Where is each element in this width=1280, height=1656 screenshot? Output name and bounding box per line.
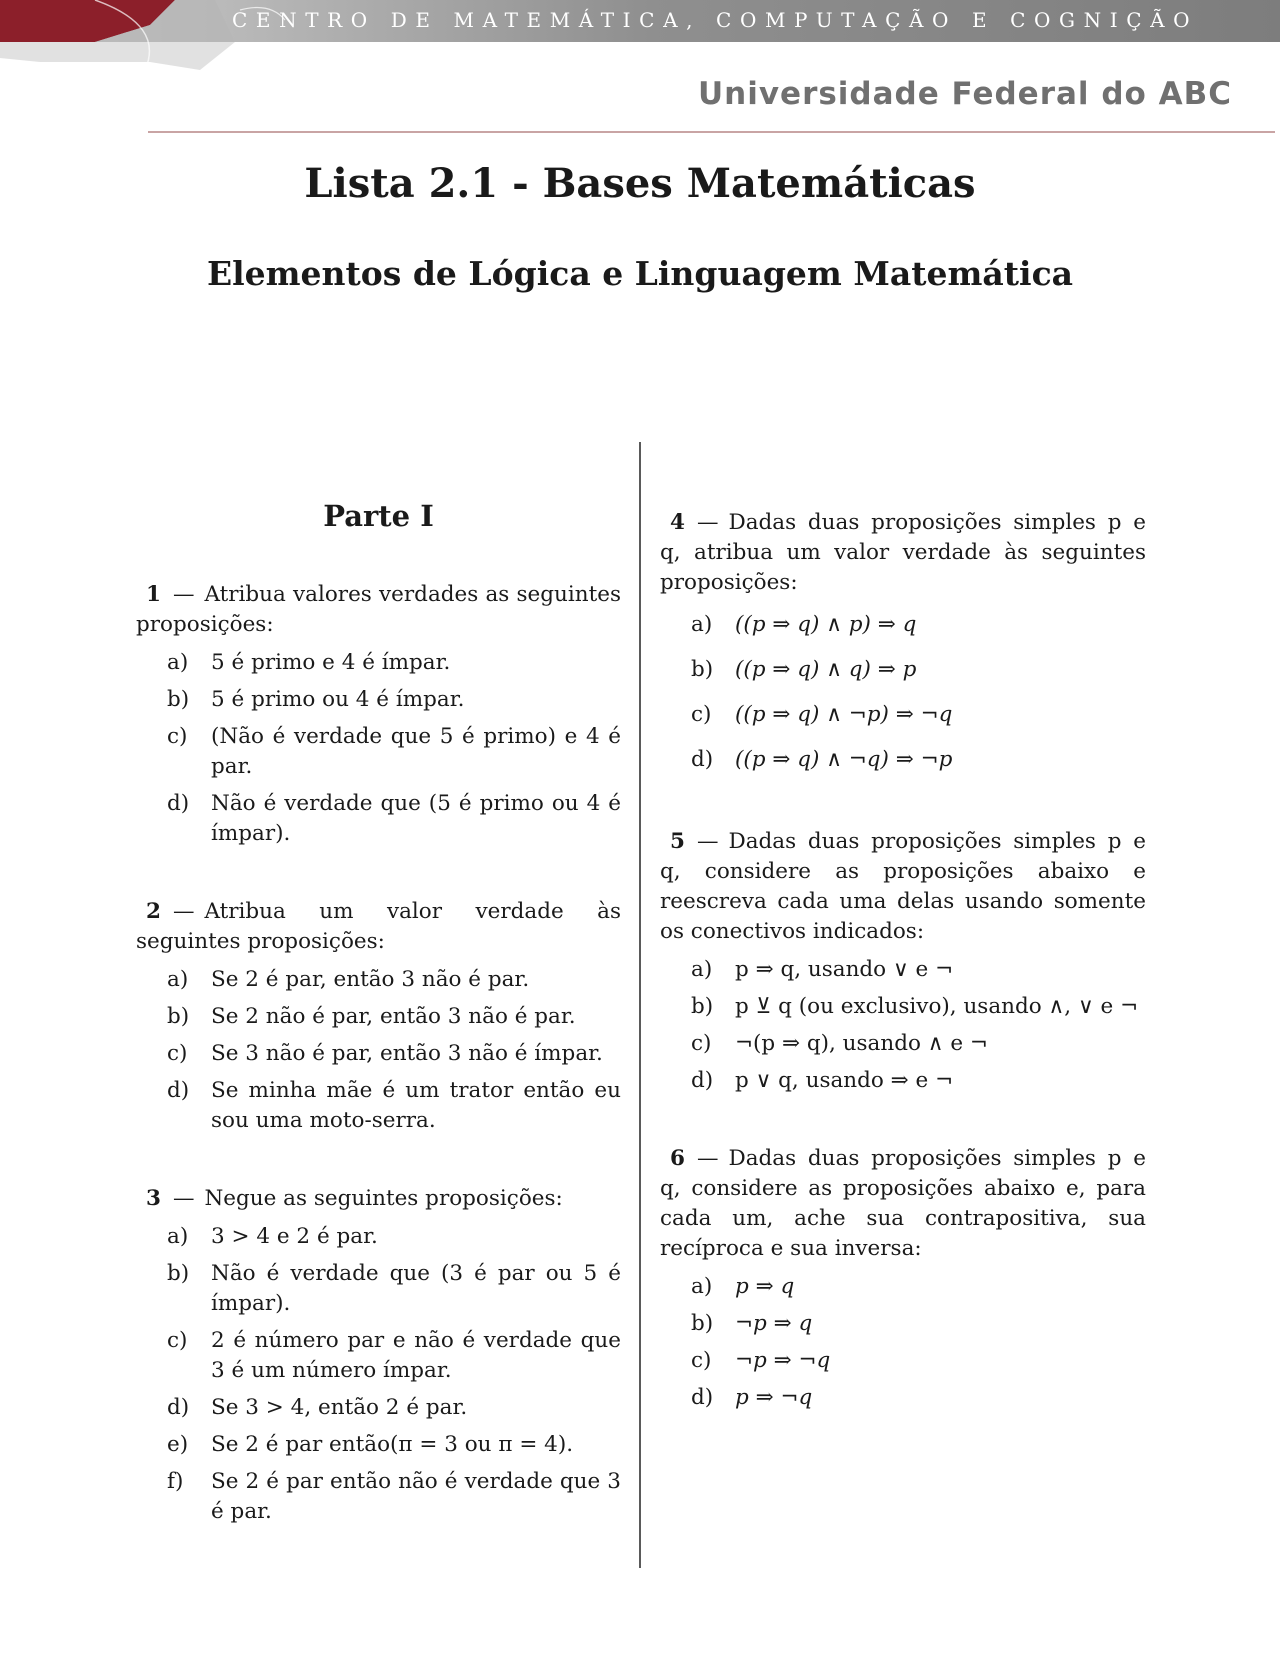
- list-item: d) p ∨ q, usando ⇒ e ¬: [691, 1068, 954, 1093]
- list-item: d) Se 3 > 4, então 2 é par.: [167, 1395, 468, 1420]
- list-item: a) 3 > 4 e 2 é par.: [167, 1224, 378, 1249]
- list-item: d) Não é verdade que (5 é primo ou 4 é ímpar).: [167, 791, 621, 846]
- list-item: b) ¬p ⇒ q: [691, 1311, 813, 1336]
- page-title: Lista 2.1 - Bases Matemáticas: [304, 160, 976, 207]
- question-number: 1: [146, 582, 161, 607]
- list-item: b) Se 2 não é par, então 3 não é par.: [167, 1004, 576, 1029]
- list-item: c) 2 é número par e não é verdade que 3 é um número ímpar.: [167, 1328, 621, 1383]
- question-number: 6: [670, 1146, 685, 1171]
- list-item: b) Não é verdade que (3 é par ou 5 é ímpar).: [167, 1261, 621, 1316]
- page-subtitle: Elementos de Lógica e Linguagem Matemática: [206, 254, 1074, 293]
- list-item: d) Se minha mãe é um trator então eu sou uma moto-serra.: [167, 1078, 621, 1133]
- question-text: Dadas duas proposições simples p e q, considere as proposições abaixo e reescreva cada uma delas usando somente os conectivos indicados:: [660, 829, 1146, 944]
- question-1: 1 — Atribua valores verdades as seguintes proposições: a) 5 é primo e 4 é ímpar. b) 5 é primo ou 4 é ímpar. c) (Não é verdade que 5 é primo) e 4 é par. d) Não é verdade que (5 é primo ou 4 é ímpar).: [136, 580, 621, 849]
- list-item: a) p ⇒ q, usando ∨ e ¬: [691, 957, 954, 982]
- question-3: 3 — Negue as seguintes proposições: a) 3 > 4 e 2 é par. b) Não é verdade que (3 é par ou 5 é ímpar). c) 2 é número par e não é verdade que 3 é um número ímpar. d) Se 3 > 4, então 2 é par. e) Se 2 é par então(π = 3 ou π = 4). f) Se 2 é par então não é verdade que 3 é par.: [136, 1184, 621, 1527]
- left-column: [136, 498, 621, 1575]
- right-column: [660, 508, 1146, 1461]
- question-text: Dadas duas proposições simples p e q, considere as proposições abaixo e, para cada um, ache sua contrapositiva, sua recíproca e sua inversa:: [660, 1146, 1146, 1261]
- list-item: b) p ⊻ q (ou exclusivo), usando ∧, ∨ e ¬: [691, 994, 1139, 1019]
- question-text: Dadas duas proposições simples p e q, atribua um valor verdade às seguintes proposições:: [660, 510, 1146, 595]
- list-item: c) ((p ⇒ q) ∧ ¬p) ⇒ ¬q: [691, 702, 953, 727]
- banner-title: CENTRO DE MATEMÁTICA, COMPUTAÇÃO E COGNIÇÃO: [232, 8, 1199, 32]
- question-number: 5: [670, 829, 685, 854]
- question-items: [136, 648, 621, 849]
- question-number: 4: [670, 510, 685, 535]
- header-divider: [148, 131, 1275, 133]
- question-items: [136, 1222, 621, 1527]
- list-item: c) ¬p ⇒ ¬q: [691, 1348, 831, 1373]
- list-item: c) Se 3 não é par, então 3 não é ímpar.: [167, 1041, 603, 1066]
- question-4: 4 — Dadas duas proposições simples p e q, atribua um valor verdade às seguintes proposições: a) ((p ⇒ q) ∧ p) ⇒ q b) ((p ⇒ q) ∧ q) ⇒ p c) ((p ⇒ q) ∧ ¬p) ⇒ ¬q d) ((p ⇒ q) ∧ ¬q) ⇒ ¬p: [660, 508, 1146, 779]
- list-item: c) ¬(p ⇒ q), usando ∧ e ¬: [691, 1031, 988, 1056]
- list-item: a) 5 é primo e 4 é ímpar.: [167, 650, 451, 675]
- question-text: Negue as seguintes proposições:: [204, 1186, 563, 1211]
- list-item: b) ((p ⇒ q) ∧ q) ⇒ p: [691, 657, 917, 682]
- list-item: a) ((p ⇒ q) ∧ p) ⇒ q: [691, 612, 917, 637]
- question-items: [660, 606, 1146, 779]
- list-item: c) (Não é verdade que 5 é primo) e 4 é par.: [167, 724, 621, 779]
- university-name: Universidade Federal do ABC: [697, 76, 1232, 112]
- question-number: 3: [146, 1186, 161, 1211]
- list-item: d) ((p ⇒ q) ∧ ¬q) ⇒ ¬p: [691, 747, 953, 772]
- list-item: d) p ⇒ ¬q: [691, 1385, 813, 1410]
- list-item: b) 5 é primo ou 4 é ímpar.: [167, 687, 465, 712]
- question-6: 6 — Dadas duas proposições simples p e q, considere as proposições abaixo e, para cada um, ache sua contrapositiva, sua recíproca e sua inversa: a) p ⇒ q b) ¬p ⇒ q c) ¬p ⇒ ¬q d) p ⇒ ¬q: [660, 1144, 1146, 1413]
- list-item: e) Se 2 é par então(π = 3 ou π = 4).: [167, 1432, 574, 1457]
- list-item: a) p ⇒ q: [691, 1274, 795, 1299]
- question-items: [660, 955, 1146, 1096]
- part-heading: Parte I: [323, 499, 434, 533]
- column-divider: [639, 442, 641, 1568]
- question-2: 2 — Atribua um valor verdade às seguintes proposições: a) Se 2 é par, então 3 não é par. b) Se 2 não é par, então 3 não é par. c) Se 3 não é par, então 3 não é ímpar. d) Se minha mãe é um trator então eu sou uma moto-serra.: [136, 897, 621, 1136]
- list-item: a) Se 2 é par, então 3 não é par.: [167, 967, 530, 992]
- question-number: 2: [146, 899, 161, 924]
- question-text: Atribua valores verdades as seguintes proposições:: [136, 582, 621, 637]
- question-items: [660, 1272, 1146, 1413]
- list-item: f) Se 2 é par então não é verdade que 3 é par.: [167, 1469, 621, 1524]
- question-items: [136, 965, 621, 1136]
- question-5: 5 — Dadas duas proposições simples p e q, considere as proposições abaixo e reescreva cada uma delas usando somente os conectivos indicados: a) p ⇒ q, usando ∨ e ¬ b) p ⊻ q (ou exclusivo), usando ∧, ∨ e ¬ c) ¬(p ⇒ q), usando ∧ e ¬ d) p ∨ q, usando ⇒ e ¬: [660, 827, 1146, 1096]
- question-text: Atribua um valor verdade às seguintes proposições:: [136, 899, 621, 954]
